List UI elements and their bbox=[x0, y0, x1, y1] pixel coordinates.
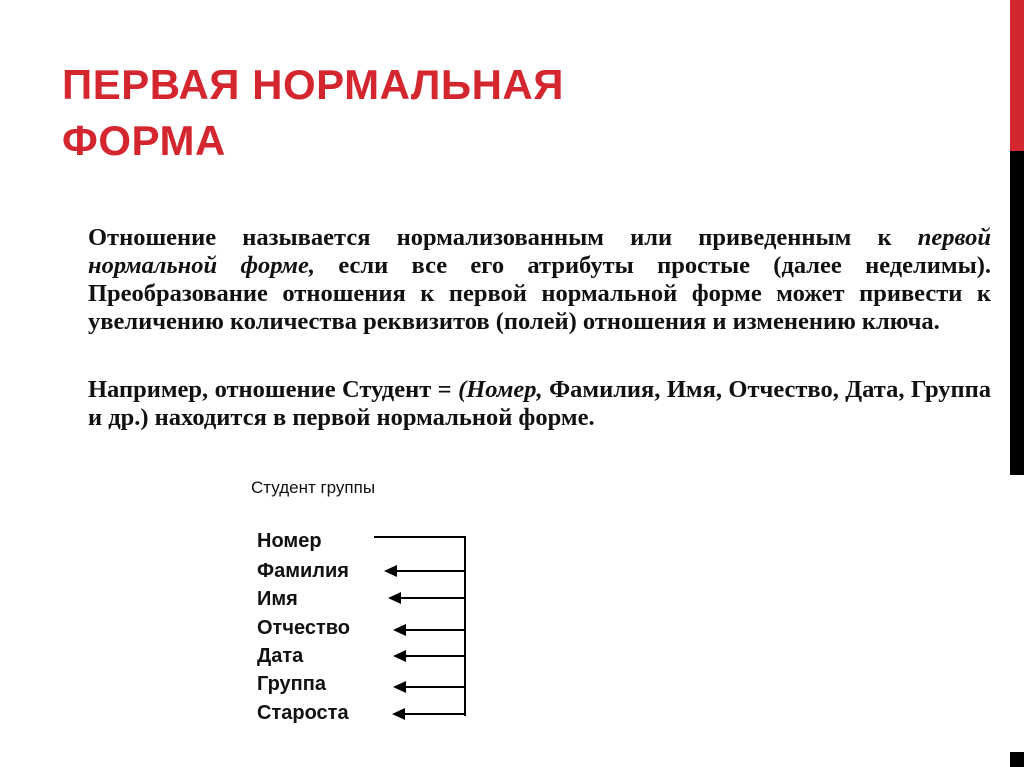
slide-title-line1: ПЕРВАЯ НОРМАЛЬНАЯ bbox=[62, 61, 564, 108]
arrow-head-otchestvo bbox=[393, 624, 406, 636]
definition-text-2: если все его атрибуты простые (далее неделимы). Преобразование отношения к первой нормальной форме может привести к увеличению количества реквизитов (полей) отношения и изменению ключа. bbox=[88, 252, 991, 335]
example-text-2: Фамилия, Имя, Отчество, Дата, Группа и др.) находится в первой нормальной форме. bbox=[88, 376, 991, 431]
arrow-head-imya bbox=[388, 592, 401, 604]
field-nomer: Номер bbox=[257, 530, 322, 552]
arrow-head-data bbox=[393, 650, 406, 662]
arrow-head-starosta bbox=[392, 708, 405, 720]
field-starosta: Староста bbox=[257, 702, 349, 724]
definition-text-1: Отношение называется нормализованным или приведенным к bbox=[88, 224, 918, 251]
diagram-title: Студент группы bbox=[251, 478, 376, 497]
definition-term: первой нормальной форме, bbox=[88, 224, 991, 279]
slide-title-line2: ФОРМА bbox=[62, 117, 226, 164]
arrow-head-familiya bbox=[384, 565, 397, 577]
example-key: (Номер, bbox=[458, 376, 543, 403]
field-familiya: Фамилия bbox=[257, 560, 349, 582]
field-data: Дата bbox=[257, 645, 304, 667]
example-text-1: Например, отношение Студент = bbox=[88, 376, 459, 403]
arrow-head-gruppa bbox=[393, 681, 406, 693]
field-otchestvo: Отчество bbox=[257, 617, 350, 639]
field-imya: Имя bbox=[257, 588, 298, 610]
field-gruppa: Группа bbox=[257, 673, 326, 695]
